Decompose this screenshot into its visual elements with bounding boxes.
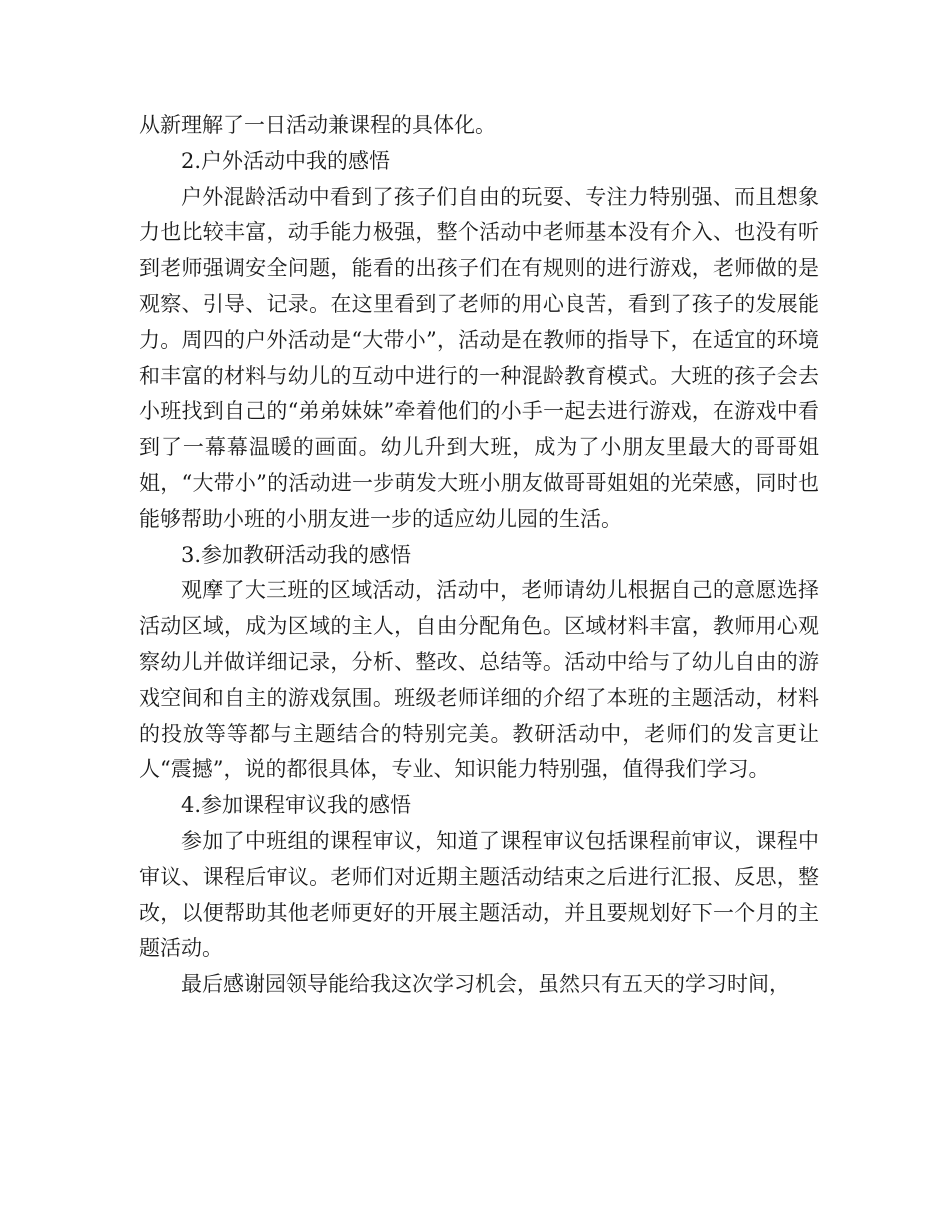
section-heading: 4.参加课程审议我的感悟	[181, 793, 412, 818]
paragraph: 参加了中班组的课程审议，知道了课程审议包括课程前审议，课程中审议、课程后审议。老师们对近期主题活动结束之后进行汇报、反思，整改，以便帮助其他老师更好的开展主题活动，并且要规划好下一个月的主题活动。	[139, 828, 819, 961]
document-body	[139, 108, 819, 1003]
paragraph: 最后感谢园领导能给我这次学习机会，虽然只有五天的学习时间，	[181, 972, 790, 997]
paragraph: 从新理解了一日活动兼课程的具体化。	[139, 113, 496, 137]
section-heading: 2.户外活动中我的感悟	[181, 148, 391, 173]
paragraph: 观摩了大三班的区域活动，活动中，老师请幼儿根据自己的意愿选择活动区域，成为区域的主人，自由分配角色。区域材料丰富，教师用心观察幼儿并做详细记录，分析、整改、总结等。活动中给与了幼儿自由的游戏空间和自主的游戏氛围。班级老师详细的介绍了本班的主题活动，材料的投放等等都与主题结合的特别完美。教研活动中，老师们的发言更让人“震撼”，说的都很具体，专业、知识能力特别强，值得我们学习。	[139, 578, 819, 782]
paragraph: 户外混龄活动中看到了孩子们自由的玩耍、专注力特别强、而且想象力也比较丰富，动手能力极强，整个活动中老师基本没有介入、也没有听到老师强调安全问题，能看的出孩子们在有规则的进行游戏，老师做的是观察、引导、记录。在这里看到了老师的用心良苦，看到了孩子的发展能力。周四的户外活动是“大带小”，活动是在教师的指导下，在适宜的环境和丰富的材料与幼儿的互动中进行的一种混龄教育模式。大班的孩子会去小班找到自己的“弟弟妹妹”牵着他们的小手一起去进行游戏，在游戏中看到了一幕幕温暖的画面。幼儿升到大班，成为了小朋友里最大的哥哥姐姐，“大带小”的活动进一步萌发大班小朋友做哥哥姐姐的光荣感，同时也能够帮助小班的小朋友进一步的适应幼儿园的生活。	[139, 184, 819, 531]
section-heading: 3.参加教研活动我的感悟	[181, 542, 412, 567]
